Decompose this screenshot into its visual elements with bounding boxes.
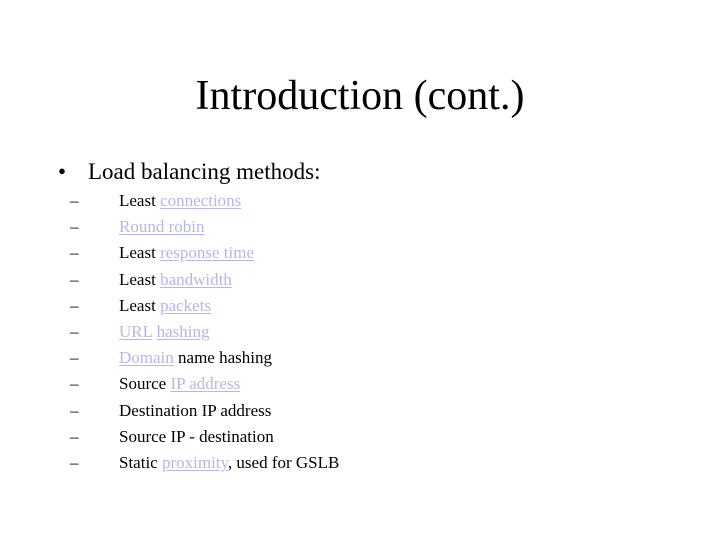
method-list-item bbox=[70, 371, 339, 397]
item-text: Least bbox=[119, 295, 161, 315]
dash-marker: – bbox=[70, 426, 79, 446]
hyperlink[interactable]: packets bbox=[160, 295, 212, 315]
item-text: Least bbox=[119, 191, 161, 210]
bullet-heading bbox=[58, 156, 321, 188]
dash-marker: – bbox=[70, 191, 79, 210]
dash-marker: – bbox=[70, 400, 79, 420]
dash-marker: – bbox=[70, 321, 79, 341]
hyperlink[interactable]: Round robin bbox=[119, 217, 205, 237]
bullet-marker: • bbox=[58, 159, 67, 184]
method-list-item bbox=[70, 319, 339, 345]
hyperlink[interactable]: URL bbox=[119, 321, 153, 341]
item-text: Destination IP address bbox=[119, 400, 272, 420]
item-text: , used for GSLB bbox=[227, 452, 340, 472]
method-list-item bbox=[70, 398, 339, 424]
dash-marker: – bbox=[70, 217, 79, 237]
item-text: Source bbox=[119, 374, 171, 394]
dash-marker: – bbox=[70, 269, 79, 289]
method-list-item bbox=[70, 188, 339, 214]
method-list-item bbox=[70, 450, 339, 476]
hyperlink[interactable]: connections bbox=[160, 191, 242, 210]
method-list-item bbox=[70, 345, 339, 371]
method-list-item bbox=[70, 240, 339, 266]
dash-marker: – bbox=[70, 374, 79, 394]
bullet-text: Load balancing methods: bbox=[88, 159, 321, 184]
hyperlink[interactable]: Domain bbox=[119, 348, 174, 368]
method-list bbox=[70, 188, 339, 476]
dash-marker: – bbox=[70, 295, 79, 315]
item-text: Least bbox=[119, 269, 161, 289]
slide-title: Introduction (cont.) bbox=[195, 73, 525, 119]
hyperlink[interactable]: hashing bbox=[156, 321, 210, 341]
item-text: name hashing bbox=[173, 348, 272, 368]
item-text: Least bbox=[119, 243, 161, 263]
hyperlink[interactable]: IP address bbox=[170, 374, 241, 394]
hyperlink[interactable]: bandwidth bbox=[160, 269, 232, 289]
hyperlink[interactable]: response time bbox=[160, 243, 255, 263]
dash-marker: – bbox=[70, 243, 79, 263]
method-list-item bbox=[70, 293, 339, 319]
item-text: Source IP - destination bbox=[119, 426, 274, 446]
hyperlink[interactable]: proximity bbox=[161, 452, 228, 472]
method-list-item bbox=[70, 214, 339, 240]
dash-marker: – bbox=[70, 348, 79, 368]
item-text: Static bbox=[119, 452, 162, 472]
method-list-item bbox=[70, 267, 339, 293]
dash-marker: – bbox=[70, 452, 79, 472]
method-list-item bbox=[70, 424, 339, 450]
